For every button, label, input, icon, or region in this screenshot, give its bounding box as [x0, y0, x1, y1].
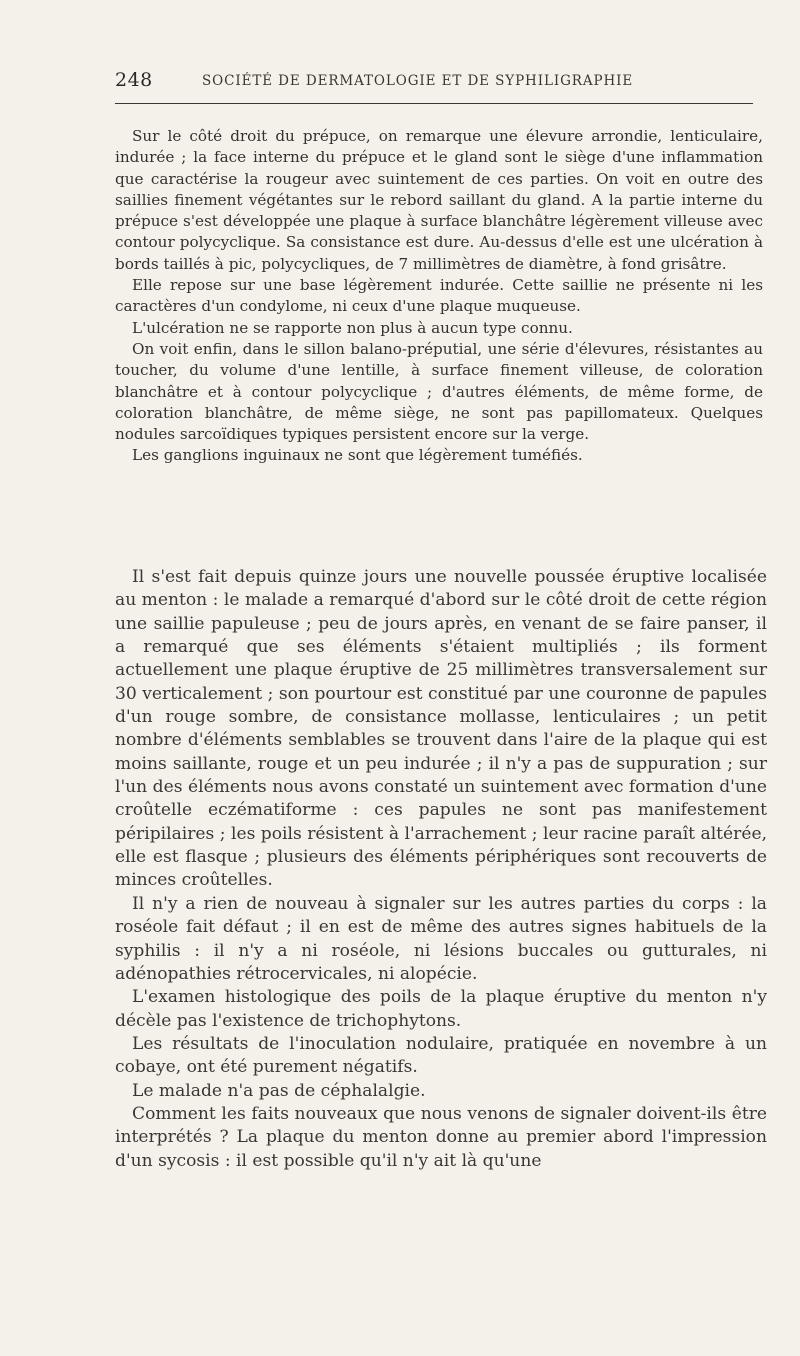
main-text-block	[115, 566, 767, 1173]
paragraph: L'examen histologique des poils de la plaque éruptive du menton n'y décèle pas l'existence de trichophytons.	[115, 987, 767, 1031]
case-description-block	[115, 126, 763, 467]
paragraph: On voit enfin, dans le sillon balano-préputial, une série d'élevures, résistantes au toucher, du volume d'une lentille, à surface finement villeuse, de coloration blanchâtre et à contour polycyclique ; d'autres éléments, de même forme, de coloration blanchâtre, de même siège, ne sont pas papillomateux. Quelques nodules sarcoïdiques typiques persistent encore sur la verge.	[115, 339, 763, 444]
paragraph: Il n'y a rien de nouveau à signaler sur les autres parties du corps : la roséole fait défaut ; il en est de même des autres signes habituels de la syphilis : il n'y a ni roséole, ni lésions buccales ou gutturales, ni adénopathies rétrocervicales, ni alopécie.	[115, 893, 767, 984]
paragraph: Il s'est fait depuis quinze jours une nouvelle poussée éruptive localisée au menton : le malade a remarqué d'abord sur le côté droit de cette région une saillie papuleuse ; peu de jours après, en venant de se faire panser, il a remarqué que ses éléments s'étaient multipliés ; ils forment actuellement une plaque éruptive de 25 millimètres transversalement sur 30 verticalement ; son pourtour est constitué par une couronne de papules d'un rouge sombre, de consistance mollasse, lenticulaires ; un petit nombre d'éléments semblables se trouvent dans l'aire de la plaque qui est moins saillante, rouge et un peu indurée ; il n'y a pas de suppuration ; sur l'un des éléments nous avons constaté un suintement avec formation d'une croûtelle eczématiforme : ces papules ne sont pas manifestement péripilaires ; les poils résistent à l'arrachement ; leur racine paraît altérée, elle est flasque ; plusieurs des éléments périphériques sont recouverts de minces croûtelles.	[115, 567, 767, 891]
paragraph: Le malade n'a pas de céphalalgie.	[132, 1080, 426, 1101]
paragraph: Elle repose sur une base légèrement indurée. Cette saillie ne présente ni les caractères d'un condylome, ni ceux d'une plaque muqueuse.	[115, 276, 763, 316]
paragraph: L'ulcération ne se rapporte non plus à aucun type connu.	[132, 318, 573, 337]
header-rule	[115, 103, 753, 104]
paragraph: Sur le côté droit du prépuce, on remarque une élevure arrondie, lenticulaire, indurée ; la face interne du prépuce et le gland sont le siège d'une inflammation que caractérise la rougeur avec suintement de ces parties. On voit en outre des saillies finement végétantes sur le rebord saillant du gland. A la partie interne du prépuce s'est développée une plaque à surface blanchâtre légèrement villeuse avec contour polycyclique. Sa consistance est dure. Au-dessus d'elle est une ulcération à bords taillés à pic, polycycliques, de 7 millimètres de diamètre, à fond grisâtre.	[115, 127, 763, 273]
running-title: SOCIÉTÉ DE DERMATOLOGIE ET DE SYPHILIGRAPHIE	[202, 73, 634, 89]
paragraph: Les résultats de l'inoculation nodulaire, pratiquée en novembre à un cobaye, ont été purement négatifs.	[115, 1033, 767, 1078]
page-number: 248	[115, 69, 153, 91]
page-header	[115, 69, 753, 93]
paragraph: Les ganglions inguinaux ne sont que légèrement tuméfiés.	[132, 446, 583, 465]
paragraph: Comment les faits nouveaux que nous venons de signaler doivent-ils être interprétés ? La plaque du menton donne au premier abord l'impression d'un sycosis : il est possible qu'il n'y ait là qu'une	[115, 1103, 767, 1171]
